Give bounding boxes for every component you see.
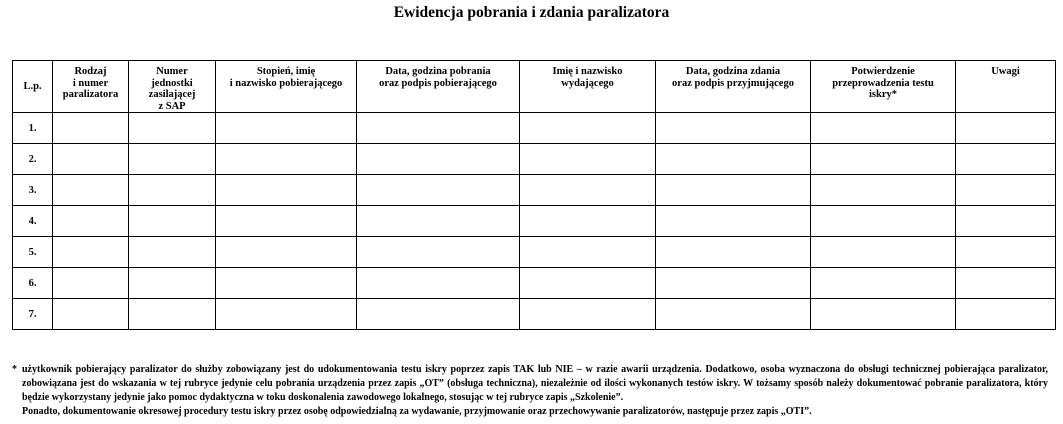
cell-type[interactable] — [53, 206, 129, 237]
table-row — [13, 237, 1056, 268]
table-row — [13, 175, 1056, 206]
footnote-paragraph-2: Ponadto, dokumentowanie okresowej procedury testu iskry przez osobę odpowiedzialną za wydawanie, przyjmowanie oraz przechowywanie paralizatorów, następuje przez zapis „OTI”. — [22, 406, 812, 417]
cell-test[interactable] — [811, 268, 956, 299]
cell-issuer[interactable] — [520, 206, 656, 237]
cell-taker[interactable] — [216, 268, 357, 299]
cell-taker[interactable] — [216, 299, 357, 330]
cell-test[interactable] — [811, 175, 956, 206]
cell-issuer[interactable] — [520, 268, 656, 299]
header-notes: Uwagi — [956, 61, 1056, 113]
cell-unit[interactable] — [129, 299, 216, 330]
cell-issuer[interactable] — [520, 175, 656, 206]
header-lp: L.p. — [13, 61, 53, 113]
cell-taken[interactable] — [357, 268, 520, 299]
cell-notes[interactable] — [956, 268, 1056, 299]
cell-returned[interactable] — [656, 237, 811, 268]
row-number: 4. — [13, 206, 53, 237]
cell-type[interactable] — [53, 113, 129, 144]
row-number: 3. — [13, 175, 53, 206]
header-type: Rodzaj i numer paralizatora — [53, 61, 129, 113]
cell-returned[interactable] — [656, 144, 811, 175]
header-returned: Data, godzina zdania oraz podpis przyjmującego — [656, 61, 811, 113]
cell-taker[interactable] — [216, 237, 357, 268]
cell-issuer[interactable] — [520, 299, 656, 330]
cell-notes[interactable] — [956, 299, 1056, 330]
cell-unit[interactable] — [129, 206, 216, 237]
cell-unit[interactable] — [129, 113, 216, 144]
cell-issuer[interactable] — [520, 113, 656, 144]
header-row — [13, 61, 1056, 113]
cell-issuer[interactable] — [520, 237, 656, 268]
cell-taken[interactable] — [357, 237, 520, 268]
row-number: 6. — [13, 268, 53, 299]
table-row — [13, 268, 1056, 299]
cell-notes[interactable] — [956, 237, 1056, 268]
row-number: 7. — [13, 299, 53, 330]
header-test: Potwierdzenie przeprowadzenia testu iskry* — [811, 61, 956, 113]
cell-taker[interactable] — [216, 144, 357, 175]
cell-test[interactable] — [811, 113, 956, 144]
cell-taken[interactable] — [357, 144, 520, 175]
cell-notes[interactable] — [956, 175, 1056, 206]
cell-notes[interactable] — [956, 206, 1056, 237]
cell-type[interactable] — [53, 268, 129, 299]
row-number: 2. — [13, 144, 53, 175]
cell-test[interactable] — [811, 206, 956, 237]
cell-taken[interactable] — [357, 206, 520, 237]
table-body — [13, 113, 1056, 330]
cell-test[interactable] — [811, 299, 956, 330]
table-row — [13, 113, 1056, 144]
footnote-marker: * — [12, 364, 17, 375]
cell-notes[interactable] — [956, 113, 1056, 144]
cell-taken[interactable] — [357, 299, 520, 330]
cell-returned[interactable] — [656, 113, 811, 144]
document-title: Ewidencja pobrania i zdania paralizatora — [393, 4, 670, 21]
header-taken: Data, godzina pobrania oraz podpis pobierającego — [357, 61, 520, 113]
cell-taken[interactable] — [357, 113, 520, 144]
header-unit: Numer jednostki zasilającej z SAP — [129, 61, 216, 113]
table-row — [13, 206, 1056, 237]
cell-type[interactable] — [53, 144, 129, 175]
cell-type[interactable] — [53, 175, 129, 206]
cell-type[interactable] — [53, 237, 129, 268]
cell-type[interactable] — [53, 299, 129, 330]
row-number: 1. — [13, 113, 53, 144]
cell-returned[interactable] — [656, 206, 811, 237]
footnote-paragraph-1: użytkownik pobierający paralizator do służby zobowiązany jest do udokumentowania testu iskry poprzez zapis TAK lub NIE – w razie awarii urządzenia. Dodatkowo, osoba wyznaczona do obsługi technicznej pobierająca paralizator, zobowiązana jest do wskazania w tej rubryce jedynie celu pobrania urządzenia przez zapis „OT” (obsługa techniczna), niezależnie od ilości wykonanych testów iskry. W tożsamy sposób należy dokumentować pobranie paralizatora, który będzie wykorzystany jedynie jako pomoc dydaktyczna w toku doskonalenia zawodowego lokalnego, stosując w tej rubryce zapis „Szkolenie”. — [22, 364, 1048, 403]
cell-test[interactable] — [811, 237, 956, 268]
header-issuer: Imię i nazwisko wydającego — [520, 61, 656, 113]
cell-returned[interactable] — [656, 175, 811, 206]
cell-notes[interactable] — [956, 144, 1056, 175]
cell-taker[interactable] — [216, 206, 357, 237]
table-row — [13, 299, 1056, 330]
cell-issuer[interactable] — [520, 144, 656, 175]
cell-taken[interactable] — [357, 175, 520, 206]
cell-returned[interactable] — [656, 268, 811, 299]
footnote — [12, 363, 1048, 419]
header-taker: Stopień, imię i nazwisko pobierającego — [216, 61, 357, 113]
cell-test[interactable] — [811, 144, 956, 175]
cell-taker[interactable] — [216, 175, 357, 206]
cell-unit[interactable] — [129, 144, 216, 175]
cell-taker[interactable] — [216, 113, 357, 144]
cell-returned[interactable] — [656, 299, 811, 330]
cell-unit[interactable] — [129, 175, 216, 206]
table-row — [13, 144, 1056, 175]
cell-unit[interactable] — [129, 268, 216, 299]
row-number: 5. — [13, 237, 53, 268]
cell-unit[interactable] — [129, 237, 216, 268]
register-table — [12, 60, 1056, 330]
